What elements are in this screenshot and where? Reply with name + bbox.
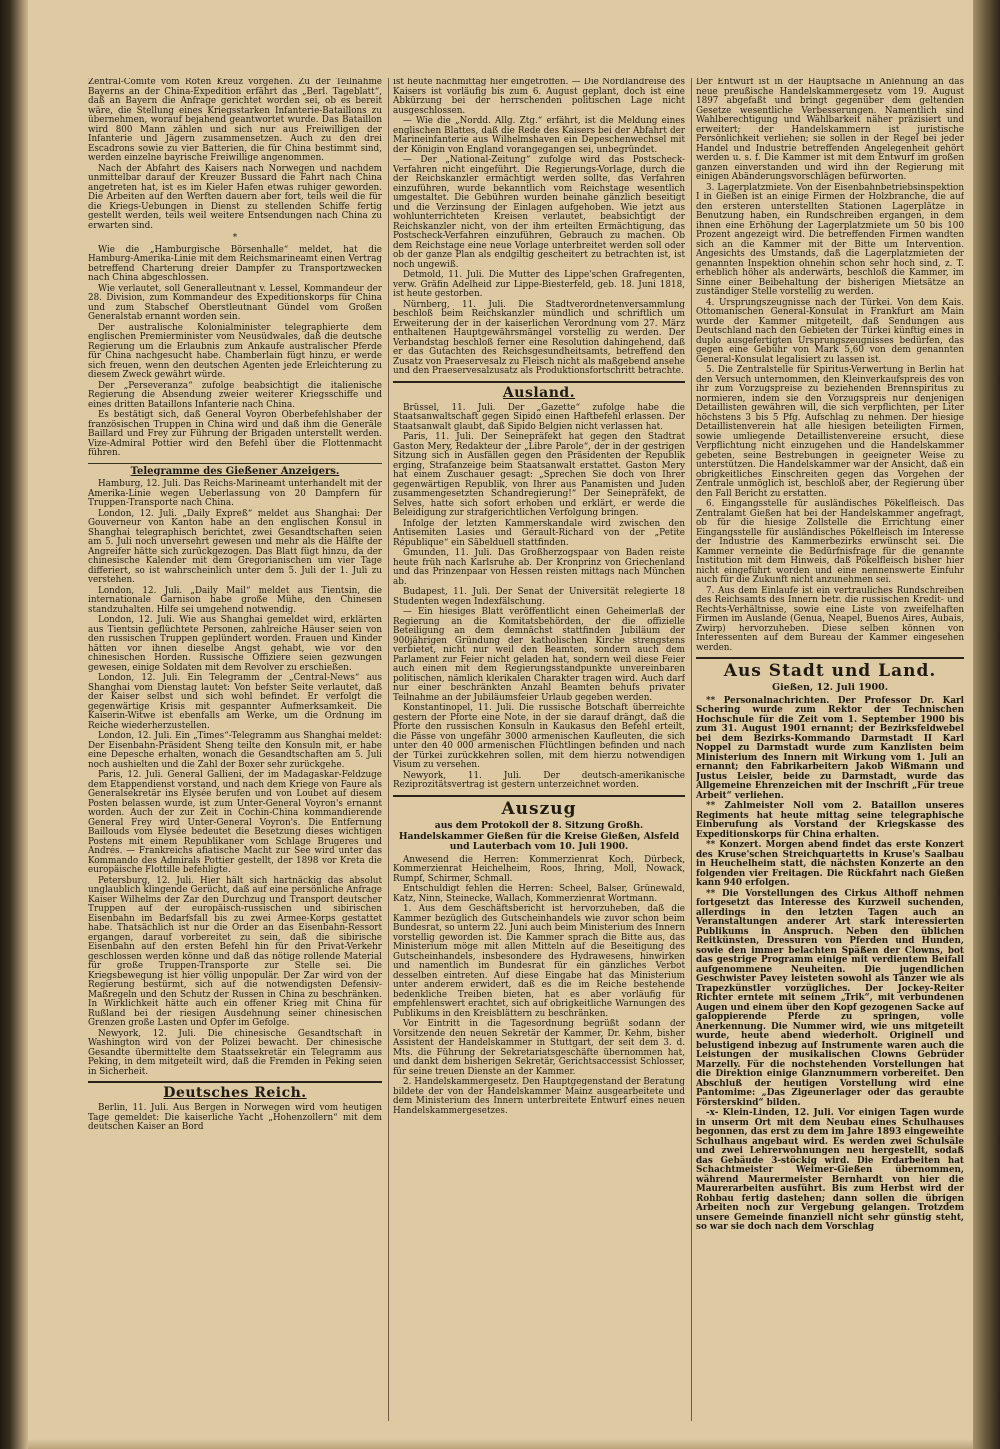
article-paragraph: 7. Aus dem Einlaufe ist ein vertrauliches Rundschreiben des Reichsamts des Innern betr. die russischen Kredit- und Rechts-Verhältnisse, sowie eine Liste von zweifelhaften Firmen im Auslande (Genua, Neapel, Buenos Aires, Aubais, Zwirp) hervorzuheben. Diese selben können von Interessenten auf dem Bureau der Kammer eingesehen werden. xyxy=(696,585,964,653)
column-1 xyxy=(88,78,382,1427)
article-paragraph: Berlin, 11. Juli. Aus Bergen in Norwegen wird vom heutigen Tage gemeldet: Die kaiserliche Yacht „Hohenzollern“ mit dem deutschen Kaiser an Bord xyxy=(88,1103,382,1133)
column-2 xyxy=(393,78,685,1427)
section-divider xyxy=(88,1081,382,1083)
article-paragraph: Es bestätigt sich, daß General Voyron Oberbefehlshaber der französischen Truppen in China wird und daß ihm die Generäle Baillard und Frey zur Führung der Brigaden unterstellt werden. Vize-Admiral Pottier wird den Befehl über die Flottenmacht führen. xyxy=(88,410,382,458)
column-3 xyxy=(696,78,964,1427)
article-paragraph: — Wie die „Nordd. Allg. Ztg.“ erfährt, ist die Meldung eines englischen Blattes, daß die Rede des Kaisers bei der Abfahrt der Marineinfanterie aus Wilhelmshaven ein Depeschenwechsel mit der Königin von England vorangegangen sei, unbegründet. xyxy=(393,116,685,155)
newspaper-page xyxy=(28,0,973,1449)
telegram-item: London, 12. Juli. Ein Telegramm der „Central-News“ aus Shanghai vom Dienstag lautet: Von befster Seite verlautet, daß der Kaiser selbst und sich wohl befindet. Er verfolgt die gegenwärtige Krisis mit gespannter Aufmerksamkeit. Die Kaiserin-Witwe ist ebenfalls am Werke, um die Ordnung im Reiche wiederherzustellen. xyxy=(88,673,382,731)
page-bottom-edge xyxy=(28,1439,973,1449)
article-paragraph: — Der „National-Zeitung“ zufolge wird das Postscheck-Verfahren nicht eingeführt. Die Regierungs-Vorlage, durch die der Reichskanzler ermächtigt werden sollte, das Verfahren einzuführen, wurde bekanntlich vom Reichstage wesentlich umgestaltet. Die Gebühren wurden beinahe gänzlich beseitigt und die Verzinsung der Einlagen aufgehoben. Wie jetzt aus wohlunterrichteten Kreisen verlautet, beabsichtigt der Reichskanzler nicht, von der ihm erteilten Ermächtigung, das Postscheck-Verfahren einzuführen, Gebrauch zu machen. Ob dem Reichstage eine neue Vorlage unterbreitet werden soll oder ob der ganze Plan als endgiltig gescheitert zu betrachten ist, ist noch ungewiß. xyxy=(393,155,685,270)
article-paragraph: Vor Eintritt in die Tagesordnung begrüßt sodann der Vorsitzende den neuen Sekretär der Kammer, Dr. Kehm, bisher Assistent der Handelskammer in Stuttgart, der seit dem 3. d. Mts. die Führung der Sekretariatsgeschäfte übernommen hat, und dankt dem bisherigen Sekretär, Gerichtsaccessist Schlosser, für seine treuen Dienste an der Kammer. xyxy=(393,1019,685,1077)
section-heading-deutsches-reich: Deutsches Reich. xyxy=(163,1085,307,1102)
local-news-item: ** Konzert. Morgen abend findet das erste Konzert des Kruse'schen Streichquartetts in Kruse's Saalbau in Heuchelheim statt, die nächsten Konzerte an den folgenden vier Freitagen. Die Rückfahrt nach Gießen kann 940 erfolgen. xyxy=(696,840,964,889)
section-heading-auszug: Auszug xyxy=(501,798,577,819)
article-paragraph: Paris, 11. Juli. Der Seinepräfekt hat gegen den Stadtrat Gaston Mery, Redakteur der „Libre Parole“, der in der gestrigen Sitzung sich in Ausfällen gegen den Präsidenten der Republik erging, Strafanzeige beim Staatsanwalt erstattet. Gaston Mery hat einem Zuschauer gesagt: „Sprechen Sie doch von Ihrer gegenwärtigen Republik, von Ihrer aus Panamisten und Juden zusammengesetzten Schandregierung!“ Der Seinepräfekt, de Selves, hatte sich sofort erhoben und erklärt, er werde die Beleidigung zur strafgerichtlichen Verfolgung bringen. xyxy=(393,432,685,519)
auszug-subheading: aus dem Protokoll der 8. Sitzung Großh. Handelskammer Gießen für die Kreise Gießen, Alsfeld und Lauterbach vom 10. Juli 1900. xyxy=(398,819,680,853)
article-paragraph: Gmunden, 11. Juli. Das Großherzogspaar von Baden reiste heute früh nach Karlsruhe ab. Der Kronprinz von Griechenland und das Prinzenpaar von Hessen reisten mittags nach München ab. xyxy=(393,548,685,587)
section-divider xyxy=(393,795,685,797)
article-paragraph: Brüssel, 11. Juli. Der „Gazette“ zufolge habe die Staatsanwaltschaft gegen Sipido einen Haftbefehl erlassen. Der Staatsanwalt glaubt, daß Sipido Belgien nicht verlassen hat. xyxy=(393,402,685,432)
section-divider xyxy=(696,657,964,659)
separator-star: * xyxy=(232,233,238,243)
section-heading-ausland: Ausland. xyxy=(502,384,576,401)
telegram-item: London, 12. Juli. „Daily Expreß“ meldet aus Shanghai: Der Gouverneur von Kanton habe an den englischen Konsul in Shanghai telegraphisch berichtet, zwei Gesandtschaften seien am 5. Juli noch unversehrt gewesen und mehr als die Hälfte der Angreifer hätte sich zurückgezogen. Das Blatt fügt hinzu, da der chinesische Kalender mit dem Gregorianischen um vier Tage differiert, so ist wahrscheinlich unter dem 5. Juli der 1. Juli zu verstehen. xyxy=(88,508,382,586)
article-paragraph: Nürnberg, 11. Juli. Die Stadtverordnetenversammlung beschloß beim Reichskanzler mündlich und schriftlich um Erweiterung der in der kaiserlichen Verordnung vom 27. März enthaltenen Hauptgewährsmängel vorstellig zu werden. Der Verbandstag beschloß ferner eine Resolution dahingehend, daß er das Gutachten des Reichsgesundheitsamts, betreffend den Zusatz von Praeservesalz zu Fleisch nicht als maßgebend ansehe und den Praeservesalzusatz als Produktionsfortschritt betrachte. xyxy=(393,299,685,376)
article-paragraph: Anwesend die Herren: Kommerzienrat Koch, Dürbeck, Kommerzienrat Heichelheim, Roos, Ihring, Moll, Nowack, Rumpf, Schirmer, Schmall. xyxy=(393,854,685,884)
article-paragraph: — Ein hiesiges Blatt veröffentlicht einen Geheimerlaß der Regierung an die Komitatsbehörden, der die offizielle Beteiligung an dem demnächst stattfinden Jubiläum der 900jährigen Gründung der katholischen Kirche strengstens verbietet, nicht nur weil den Beamten, sondern auch dem Parlament zur Feier nicht geladen hat, sondern weil diese Feier auch einen mit dem Regierungsstandpunkte unvereinbaren politischen, nämlich klerikalen Charakter tragen wird. Auch darf nur einer beschränkten Anzahl Beamten behufs privater Teilnahme an der Jubiläumsfeier Urlaub gegeben werden. xyxy=(393,607,685,703)
article-paragraph: 1. Aus dem Geschäftsbericht ist hervorzuheben, daß die Kammer bezüglich des Gutscheinhandels wie zuvor schon beim Bundesrat, so unterm 22. Juni auch beim Ministerium des Innern vorstellig geworden ist. Die Kammer sprach die Bitte aus, das Ministerium möge mit allen Mitteln auf die Beseitigung des Gutscheinhandels, insbesondere des Hydrawesens, hinwirken und namentlich im Bundesrat für ein gänzliches Verbot desselben eintreten. Auf diese Eingabe hat das Ministerium unter anderem erwidert, daß es die im Reiche bestehende bedenkliche Treiben bieten, hat es aber vorläufig für empfehlenswert erachtet, sich auf obrigkeitliche Warnungen des Publikums in den Kreisblättern zu beschränken. xyxy=(393,904,685,1019)
article-paragraph: Detmold, 11. Juli. Die Mutter des Lippe'schen Grafregenten, verw. Gräfin Adelheid zur Lippe-Biesterfeld, geb. 18. Juni 1818, ist heute gestorben. xyxy=(393,270,685,299)
article-paragraph: Wie die „Hamburgische Börsenhalle“ meldet, hat die Hamburg-Amerika-Linie mit dem Reichsmarineamt einen Vertrag betreffend Charterung dreier Dampfer zu Transportzwecken nach China abgeschlossen. xyxy=(88,244,382,283)
article-paragraph: Nach der Abfahrt des Kaisers nach Norwegen und nachdem unmittelbar darauf der Kreuzer Bussard die Fahrt nach China angetreten hat, ist es im Kieler Hafen etwas ruhiger geworden. Die Arbeiten auf den Werften dauern aber fort, teils weil die für die Kriegs-Uebungen in Dienst zu stellenden Schiffe fertig gestellt werden, teils weil weitere Entsendungen nach China zu erwarten sind. xyxy=(88,163,382,231)
local-news-item: ** Die Vorstellungen des Cirkus Althoff nehmen fortgesetzt das Interesse des Kurzweil suchenden, allerdings in den letzten Tagen auch an Veranstaltungen anderer Art stark interessierten Publikums in Anspruch. Neben den üblichen Reitkünsten, Dressuren von Pferden und Hunden, sowie den immer belachten Späßen der Clowns, bot das gestrige Programm einige mit verdientem Beifall aufgenommene Neuheiten. Die jugendlichen Geschwister Pavey leisteten sowohl als Tänzer wie als Trapezkünstler vorzügliches. Der Jockey-Reiter Richter erntete mit seinem „Trik“, mit verbundenen Augen und einem über den Kopf gezogenen Sacke auf galoppierende Pferde zu springen, volle Anerkennung. Die Nummer wird, wie uns mitgeteilt wurde, heute abend wiederholt. Originell und belustigend inbezug auf Instrumente waren auch die Leistungen der musikalischen Clowns Gebrüder Marzelly. Für die nochstehenden Vorstellungen hat die Direktion einige Glanznummern vorbereitet. Den Abschluß der heutigen Vorstellung wird eine Pantomime: „Das Zigeunerlager oder das geraubte Försterskind“ bilden. xyxy=(696,888,964,1108)
local-news-block xyxy=(696,697,964,1233)
article-paragraph: 6. Eingangsstelle für ausländisches Pökelfleisch. Das Zentralamt Gießen hat bei der Handelskammer angefragt, ob für die hiesige Zollstelle die Errichtung einer Eingangsstelle für ausländisches Pökelfleisch im Interesse der Industrie des Kammerbezirks erwünscht sei. Die Kammer verneinte die Bedürfnisfrage für die genannte Institution mit dem Hinweis, daß Pökelfleisch bisher hier nicht eingeführt worden und eine nennenswerte Einfuhr auch für die Zukunft nicht anzunehmen sei. xyxy=(696,499,964,585)
telegram-item: London, 12. Juli. „Daily Mail“ meldet aus Tientsin, die internationale Garnison habe große Mühe, den Chinesen standzuhalten. Hilfe sei umgehend notwendig. xyxy=(88,585,382,615)
column-rule xyxy=(691,78,692,1421)
telegram-item: Paris, 12. Juli. General Gallieni, der im Madagaskar-Feldzuge dem Etappendienst vorstand, und nach dem Kriege von Faure als Generalsekretär ins Elysée berufen und von Loubet auf diesem Posten belassen wurde, ist zum Unter-General Voyron's ernannt worden. Auch der zur Zeit in Cochin-China kommandierende General Frey wird Unter-General Voyron's. Die Entfernung Baillouds vom Elysée bedeutet die Besetzung dieses wichtigen Postens mit einem Republikaner vom Schlage Brugeres und Andrés. — Frankreichs afiatische Macht zur See wird unter das Kommando des Admirals Pottier gestellt, der 1898 vor Kreta die europäische Flottille befehligte. xyxy=(88,770,382,876)
article-paragraph: Der australische Kolonialminister telegraphierte dem englischen Premierminister vom Neusüdwales, daß die deutsche Regierung um die Erlaubnis zum Ankaufe australischer Pferde für China nachgesucht habe. Chamberlain fügt hinzu, er werde sich freuen, wenn den deutschen Agenten jede Erleichterung zu diesem Zweck gewährt würde. xyxy=(88,322,382,380)
article-paragraph: Konstantinopel, 11. Juli. Die russische Botschaft überreichte gestern der Pforte eine Note, in der sie darauf drängt, daß die Pforte den russischen Konsuln in Kaukasus den Befehl erteilt, die Pässe von ungefähr 3000 armenischen Kaufleuten, die sich unter den 40 000 armenischen Flüchtlingen befinden und nach der Türkei zurückkehren sollen, mit dem hierzu notwendigen Visum zu versehen. xyxy=(393,703,685,771)
section-divider xyxy=(393,381,685,383)
article-paragraph: Der „Perseveranza“ zufolge beabsichtigt die italienische Regierung die Absendung zweier weiterer Kriegsschiffe und eines dritten Bataillons Infanterie nach China. xyxy=(88,380,382,410)
article-paragraph: Budapest, 11. Juli. Der Senat der Universität relegierte 18 Studenten wegen Indexfälschung. xyxy=(393,587,685,607)
article-paragraph: Newyork, 11. Juli. Der deutsch-amerikanische Reziprozitätsvertrag ist gestern unterzeichnet worden. xyxy=(393,770,685,791)
dateline: Gießen, 12. Juli 1900. xyxy=(771,682,889,694)
article-paragraph: 5. Die Zentralstelle für Spiritus-Verwertung in Berlin hat den Versuch unternommen, den Kleinverkaufspreis des von ihr zum Vorzugspreise zu beziehenden Brennspiritus zu normieren, indem sie den Vorzugspreis nur denjenigen Detaillisten gewähren will, die sich verpflichten, per Liter höchstens 3 bis 5 Pfg. Aufschlag zu nehmen. Der hiesige Detaillistenverein hat alle hiesigen beteiligten Firmen, sowie umliegende Detaillistenvereine ersucht, diese Verpflichtung nicht einzugehen und die Handelskammer gebeten, seine Bestrebungen in geeigneter Weise zu unterstützen. Die Handelskammer war der Ansicht, daß ein obrigkeitliches Einschreiten gegen das Vorgehen der Zentrale unmöglich ist, beschloß aber, der Regierung über den Fall Bericht zu erstatten. xyxy=(696,365,964,499)
telegram-item: London, 12. Juli. Wie aus Shanghai gemeldet wird, erklärten aus Tientsin geflüchtete Personen, zahlreiche Häuser seien von den russischen Truppen geplündert worden. Frauen und Kinder hätten vor ihnen dieselbe Angst gehabt, wie vor den chinesischen Horden. Russische Offiziere seien gezwungen gewesen, einige Soldaten mit dem Revolver zu erschießen. xyxy=(88,615,382,673)
article-paragraph: Wie verlautet, soll Generalleutnant v. Lessel, Kommandeur der 28. Division, zum Kommandeur des Expeditionskorps für China und zum Stabschef Oberstleutnant Gündel vom Großen Generalstab ernannt worden sein. xyxy=(88,283,382,322)
telegram-item: Newyork, 12. Juli. Die chinesische Gesandtschaft in Washington wird von der Polizei bewacht. Der chinesische Gesandte übermittelte dem Staatssekretär ein Telegramm aus Peking, in dem mitgeteilt wird, daß die Fremden in Peking seien in Sicherheit. xyxy=(88,1028,382,1077)
local-news-item: ** Personalnachrichten. Der Professor Dr. Karl Schering wurde zum Rektor der Technischen Hochschule für die Zeit vom 1. September 1900 bis zum 31. August 1901 ernannt; der Bezirksfeldwebel bei dem Bezirks-Kommando Darmstadt II Karl Noppel zu Darmstadt wurde zum Kanzlisten beim Ministerium des Innern mit Wirkung vom 1. Juli an ernannt; den Fabrikarbeitern Jakob Wißmann und Justus Leisler, beide zu Darmstadt, wurde das Allgemeine Ehrenzeichen mit der Inschrift „Für treue Arbeit“ verliehen. xyxy=(696,695,964,801)
telegram-item: Petersburg, 12. Juli. Hier hält sich hartnäckig das absolut unglaublich klingende Gerücht, daß auf eine persönliche Anfrage Kaiser Wilhelms der Zar den Durchzug und Transport deutscher Truppen auf der europäisch-russischen und sibirischen Eisenbahn im Bedarfsfall bis zu zwei Armee-Korps gestattet habe. Thatsächlich ist nur die Order an das Eisenbahn-Ressort ergangen, darauf vorbereitet zu sein, daß die sibirische Eisenbahn auf den ersten Befehl hin für den Privat-Verkehr geschlossen werden könne und daß das nötige rollende Material für große Truppen-Transporte zur Stelle sei. Die Kriegsbewegung ist hier völlig unpopulär. Der Zar wird von der Regierung bestürmt, sich auf die notwendigsten Defensiv-Maßregeln und den Schutz der Russen in China zu beschränken. In Wirklichkeit hätte auch ein offener Krieg mit China für Rußland bei der riesigen Ausdehnung seiner chinesischen Grenzen große Lasten und Opfer im Gefolge. xyxy=(88,875,382,1029)
local-news-item: ** Zahlmeister Noll vom 2. Bataillon unseres Regiments hat heute mittag seine telegraphische Einberufung als Vorstand der Kriegskasse des Expeditionskorps für China erhalten. xyxy=(696,801,964,840)
local-news-item: -x- Klein-Linden, 12. Juli. Vor einigen Tagen wurde in unserm Ort mit dem Neubau eines Schulhauses begonnen, das erst zu dem im Jahre 1893 eingeweihte Schulhaus angebaut wird. Es werden zwei Schulsäle und zwei Lehrerwohnungen neu hergestellt, sodaß das Gebäude 3-stöckig wird. Die Erdarbeiten hat Schachtmeister Weimer-Gießen übernommen, während Maurermeister Bernhardt von hier die Maurerarbeiten ausführt. Bis zum Herbst wird der Rohbau fertig dastehen; dann sollen die übrigen Arbeiten noch zur Vergebung gelangen. Trotzdem unsere Gemeinde finanziell nicht sehr günstig steht, so war sie doch nach dem Vorschlag xyxy=(696,1108,964,1233)
telegram-heading: Telegramme des Gießener Anzeigers. xyxy=(130,465,340,477)
article-paragraph: 3. Lagerplatzmiete. Von der Eisenbahnbetriebsinspektion I in Gießen ist an einige Firmen der Holzbranche, die auf den ersteren unterstellten Stationen Lagerplätze in Benutzung haben, ein Rundschreiben ergangen, in dem ihnen eine Erhöhung der Lagerplatzmiete um 50 bis 100 Prozent angezeigt wird. Die betreffenden Firmen wandten sich an die Kammer mit der Bitte um Intervention. Angesichts des Umstands, daß die Lagerplatzmieten der genannten Inspektion ohnehin schon sehr hoch sind, z. T. erheblich höher als anderwärts, beschloß die Kammer, im Sinne einer Beibehaltung der bisherigen Mietsätze an zuständiger Stelle vorstellig zu werden. xyxy=(696,182,964,297)
section-heading-aus-stadt-und-land: Aus Stadt und Land. xyxy=(723,661,937,681)
telegram-item: London, 12. Juli. Ein „Times“-Telegramm aus Shanghai meldet: Der Eisenbahn-Präsident Sheng teilte den Konsuln mit, er habe eine Depesche erhalten, wonach die Gesandtschaften am 5. Juli noch aushielten und die Zahl der Boxer sehr zurückgehe. xyxy=(88,731,382,770)
article-paragraph: Zentral-Comite vom Roten Kreuz vorgehen. Zu der Teilnahme Bayerns an der China-Expedition erfährt das „Berl. Tageblatt“, daß an Bayern die Anfrage gerichtet worden sei, ob es bereit wäre, die Stellung eines Kriegsstarken Infanterie-Bataillons zu übernehmen, worauf bejahend geantwortet wurde. Das Bataillon wird 800 Mann zählen und sich nur aus Freiwilligen der Infanterie und Jägern zusammensetzen. Auch zu den drei Escadrons sowie zu vier Batterien, die für China bestimmt sind, werden einzelne bayrische Freiwillige angenommen. xyxy=(88,78,382,163)
article-paragraph: Der Entwurf ist in der Hauptsache in Anlehnung an das neue preußische Handelskammergesetz vom 19. August 1897 abgefaßt und bringt gegenüber dem geltenden Gesetze wesentliche Verbesserungen. Namentlich sind Wahlberechtigung und Wählbarkeit näher präzisiert und erweitert; der Handelskammern ist juristische Persönlichkeit verliehen; sie sollen in der Regel bei jeder Handel und Industrie betreffenden Angelegenheit gehört werden u. s. f. Die Kammer ist mit dem Entwurf im großen ganzen einverstanden und wird ihn der Regierung mit einigen Abänderungsvorschlägen befürworten. xyxy=(696,78,964,182)
article-paragraph: 2. Handelskammergesetz. Den Hauptgegenstand der Beratung bildete der von der Handelskammer Mainz ausgearbeitete und dem Ministerium des Innern unterbreitete Entwurf eines neuen Handelskammergesetzes. xyxy=(393,1077,685,1116)
article-paragraph: Infolge der letzten Kammerskandale wird zwischen den Antisemiten Lasies und Gérault-Richard von der „Petite République“ ein Säbelduell stattfinden. xyxy=(393,518,685,548)
section-divider xyxy=(88,463,382,464)
article-paragraph: ist heute nachmittag hier eingetroffen. — Die Nordlandreise des Kaisers ist vorläufig bis zum 6. August geplant, doch ist eine Abkürzung bei der herrschenden politischen Lage nicht ausgeschlossen. xyxy=(393,78,685,116)
article-paragraph: Entschuldigt fehlen die Herren: Scheel, Balser, Grünewald, Katz, Ninn, Steinecke, Wallach, Kommerzienrat Wortmann. xyxy=(393,884,685,904)
article-paragraph: 4. Ursprungszeugnisse nach der Türkei. Von dem Kais. Ottomanischen General-Konsulat in Frankfurt am Main wurde der Kammer mitgeteilt, daß Sendungen aus Deutschland nach den Gebieten der Türkei künftig eines in duplo ausgefertigten Ursprungszeugnisses bedürfen, das gegen eine Gebühr von Mark 5,60 von dem genannten General-Konsulat legalisiert zu lassen ist. xyxy=(696,297,964,365)
column-rule xyxy=(388,78,389,1421)
telegram-item: Hamburg, 12. Juli. Das Reichs-Marineamt unterhandelt mit der Amerika-Linie wegen Ueberlassung von 20 Dampfern für Truppen-Transporte nach China. xyxy=(88,479,382,509)
